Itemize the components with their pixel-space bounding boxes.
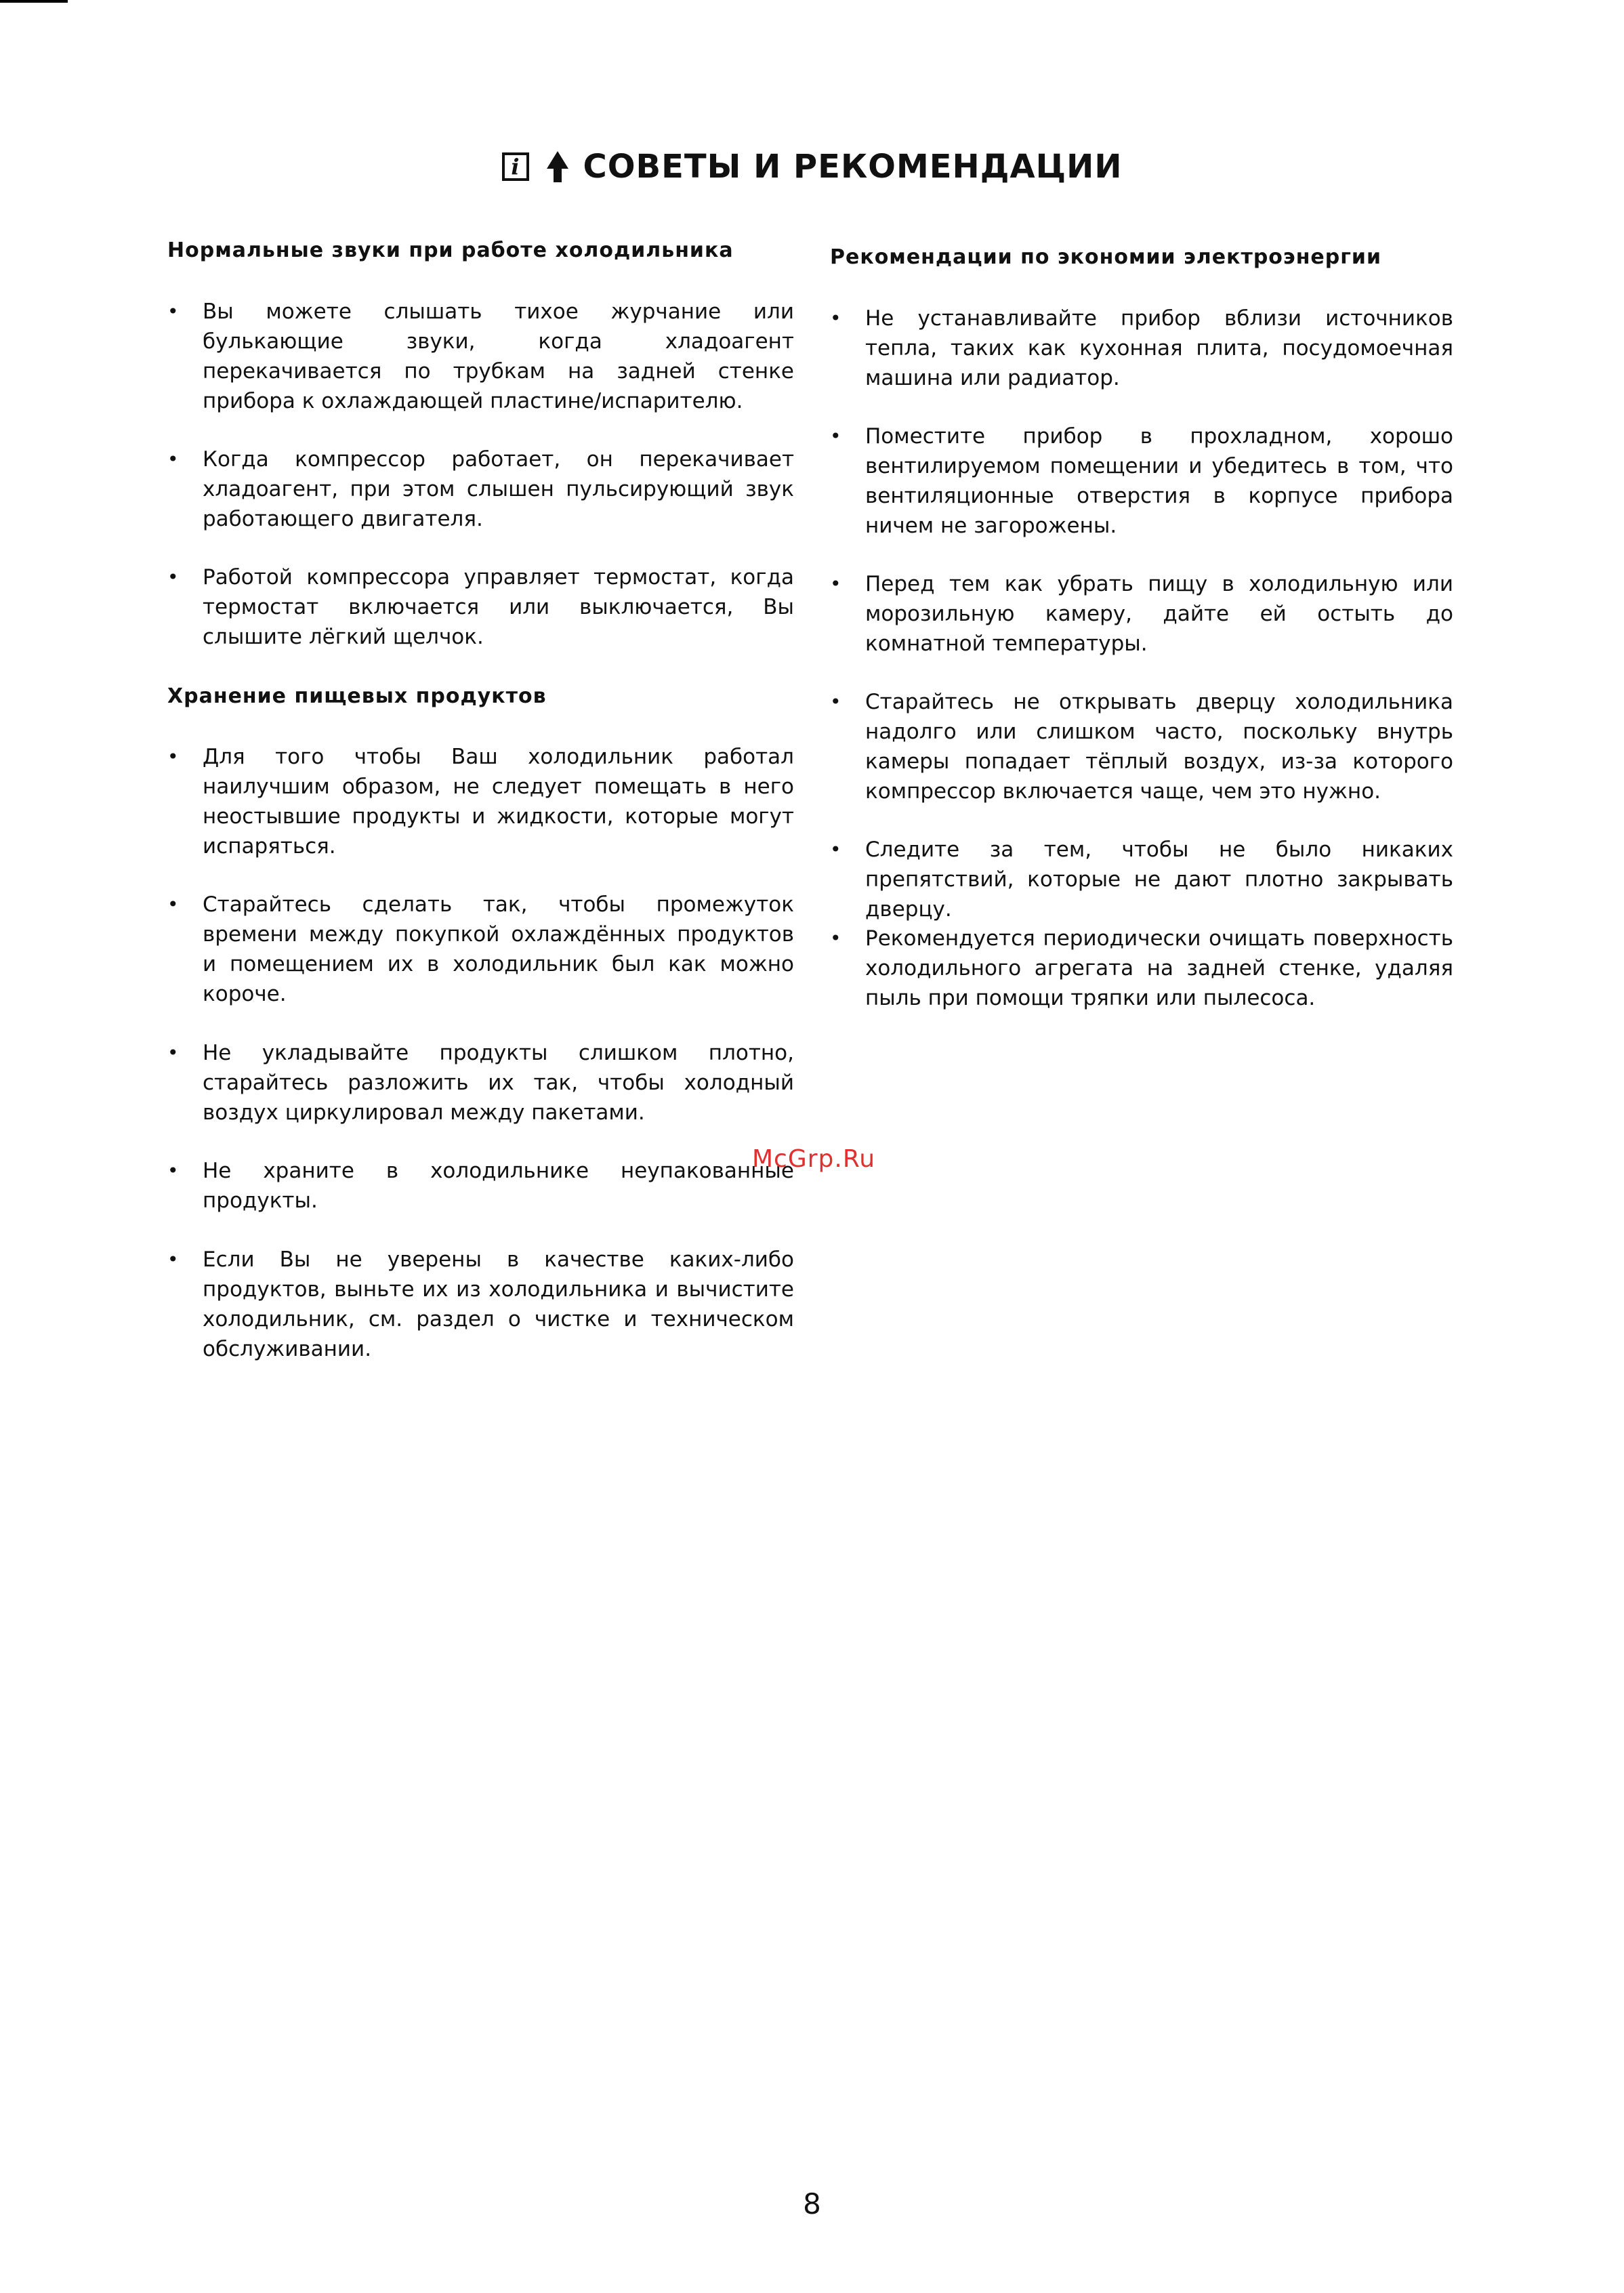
- list-item: [167, 445, 794, 534]
- list-item-text: Старайтесь не открывать дверцу холодильника надолго или слишком часто, поскольку внутрь камеры попадает тёплый воздух, из-за которого компрессор включается чаще, чем это нужно.: [865, 690, 1453, 804]
- bullet: •: [830, 838, 841, 861]
- section-heading-storage: Хранение пищевых продуктов: [167, 684, 547, 708]
- list-item-text: Рекомендуется периодически очищать поверхность холодильного агрегата на задней стенке, удаляя пыль при помощи тряпки или пылесоса.: [865, 926, 1453, 1010]
- bullet: •: [167, 300, 179, 323]
- list-item: [830, 569, 1453, 659]
- list-item: [167, 1156, 794, 1216]
- list-item-text: Перед тем как убрать пищу в холодильную или морозильную камеру, дайте ей остыть до комнатной температуры.: [865, 572, 1453, 656]
- list-item-text: Если Вы не уверены в качестве каких-либо продуктов, выньте их из холодильника и вычистите холодильник, см. раздел о чистке и техническом обслуживании.: [203, 1247, 794, 1361]
- list-item-text: Следите за тем, чтобы не было никаких препятствий, которые не дают плотно закрывать дверцу.: [865, 838, 1453, 922]
- list-item-text: Для того чтобы Ваш холодильник работал наилучшим образом, не следует помещать в него неостывшие продукты и жидкости, которые могут испаряться.: [203, 745, 794, 859]
- bullet: •: [830, 573, 841, 595]
- list-item: [167, 1038, 794, 1128]
- list-item-text: Работой компрессора управляет термостат, когда термостат включается или выключается, Вы слышите лёгкий щелчок.: [203, 565, 794, 649]
- corner-mark: [0, 0, 68, 3]
- bullet: •: [167, 893, 179, 915]
- list-item-text: Поместите прибор в прохладном, хорошо вентилируемом помещении и убедитесь в том, что вентиляционные отверстия в корпусе прибора ничем не загорожены.: [865, 424, 1453, 538]
- bullet: •: [167, 448, 179, 470]
- list-item: [167, 742, 794, 861]
- watermark: McGrp.Ru: [752, 1145, 876, 1173]
- list-item: [830, 835, 1453, 924]
- list-item: [167, 297, 794, 416]
- list-item: [830, 687, 1453, 806]
- bullet: •: [167, 745, 179, 768]
- page-number: 8: [803, 2187, 821, 2220]
- list-item-text: Вы можете слышать тихое журчание или булькающие звуки, когда хладоагент перекачивается по трубкам на задней стенке прибора к охлаждающей пластине/испарителю.: [203, 299, 794, 413]
- section-heading-energy: Рекомендации по экономии электроэнергии: [830, 245, 1381, 269]
- info-icon: i: [502, 152, 529, 181]
- list-item: [167, 562, 794, 652]
- bullet: •: [167, 1248, 179, 1271]
- bullet: •: [830, 307, 841, 329]
- bullet: •: [167, 1041, 179, 1064]
- list-item: [830, 421, 1453, 541]
- bullet: •: [830, 425, 841, 447]
- list-item: [830, 304, 1453, 393]
- list-item-text: Старайтесь сделать так, чтобы промежуток времени между покупкой охлаждённых продуктов и помещением их в холодильник был как можно короче.: [203, 892, 794, 1006]
- bullet: •: [167, 1159, 179, 1182]
- page-header: [0, 148, 1624, 186]
- bullet: •: [167, 566, 179, 588]
- bullet: •: [830, 690, 841, 713]
- list-item: [167, 1245, 794, 1364]
- page-title: СОВЕТЫ И РЕКОМЕНДАЦИИ: [583, 148, 1123, 186]
- list-item-text: Не храните в холодильнике неупакованные продукты.: [203, 1159, 794, 1213]
- list-item-text: Не укладывайте продукты слишком плотно, старайтесь разложить их так, чтобы холодный воздух циркулировал между пакетами.: [203, 1041, 794, 1125]
- bullet: •: [830, 927, 841, 949]
- list-item-text: Когда компрессор работает, он перекачивает хладоагент, при этом слышен пульсирующий звук работающего двигателя.: [203, 447, 794, 531]
- tree-icon: [544, 150, 571, 184]
- section-heading-sounds: Нормальные звуки при работе холодильника: [167, 239, 734, 262]
- list-item: [830, 924, 1453, 1013]
- list-item-text: Не устанавливайте прибор вблизи источников тепла, таких как кухонная плита, посудомоечная машина или радиатор.: [865, 306, 1453, 390]
- list-item: [167, 890, 794, 1009]
